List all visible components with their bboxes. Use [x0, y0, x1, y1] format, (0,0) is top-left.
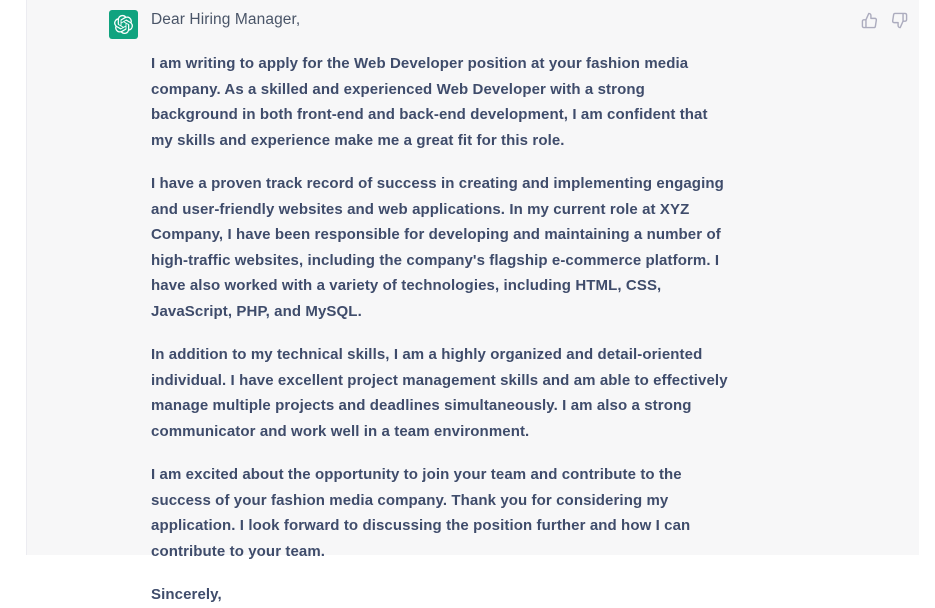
salutation-text: Dear Hiring Manager, [151, 11, 301, 28]
avatar-column [27, 8, 151, 555]
paragraph-2: I have a proven track record of success in creating and implementing engaging and user-friendly websites and web applications. In my current role at XYZ Company, I have been responsible for developing and maintaining a number of high-traffic websites, including the company's flagship e-commerce platform. I have also worked with a variety of technologies, including HTML, CSS, JavaScript, PHP, and MySQL. [151, 175, 724, 320]
left-gutter [0, 0, 27, 555]
paragraph-1: I am writing to apply for the Web Developer position at your fashion media company. As a skilled and experienced Web Developer with a strong background in both front-end and back-end development, I am confident that my skills and experience make me a great fit for this role. [151, 55, 708, 149]
assistant-message [27, 0, 919, 604]
feedback-actions [861, 12, 908, 29]
avatar [109, 10, 138, 39]
message-content [151, 8, 751, 604]
right-gutter [919, 0, 935, 555]
paragraph-3: In addition to my technical skills, I am a highly organized and detail-oriented individual. I have excellent project management skills and am able to effectively manage multiple projects and deadlines simultaneously. I am also a strong communicator and work well in a team environment. [151, 346, 728, 440]
paragraph-4: I am excited about the opportunity to join your team and contribute to the success of your fashion media company. Thank you for considering my application. I look forward to discussing the position further and how I can contribute to your team. [151, 466, 691, 560]
closing-text: Sincerely, [151, 586, 222, 604]
openai-logo-icon [114, 15, 133, 34]
thumbs-up-icon[interactable] [861, 12, 878, 29]
thumbs-down-icon[interactable] [891, 12, 908, 29]
